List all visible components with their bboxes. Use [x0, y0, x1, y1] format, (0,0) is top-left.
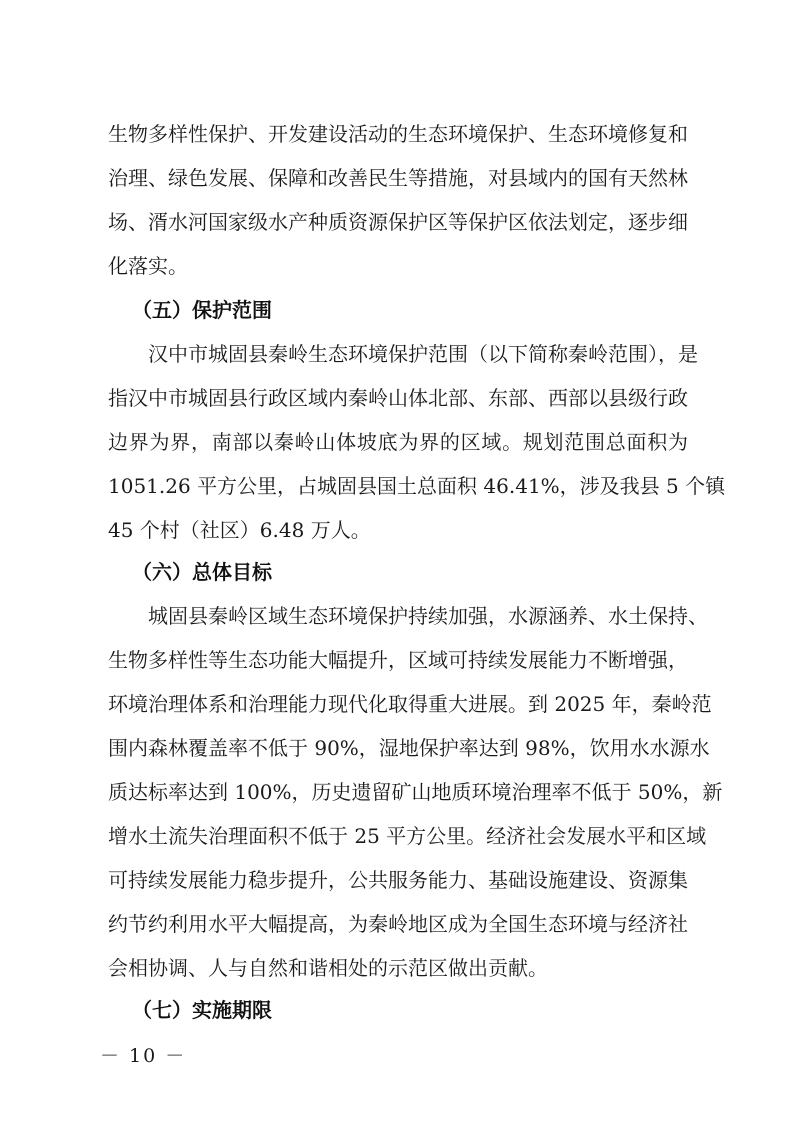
paragraph-line: 治理、绿色发展、保障和改善民生等措施，对县域内的国有天然林	[108, 166, 688, 190]
paragraph-line: 场、湑水河国家级水产种质资源保护区等保护区依法划定，逐步细	[108, 210, 688, 234]
section-heading: （五）保护范围	[132, 298, 272, 322]
page-number: － 10 －	[100, 1045, 187, 1067]
section-heading: （七）实施期限	[132, 998, 272, 1022]
paragraph-line: 汉中市城固县秦岭生态环境保护范围（以下简称秦岭范围），是	[148, 342, 698, 366]
paragraph-line: 质达标率达到 100%，历史遗留矿山地质环境治理率不低于 50%，新	[108, 780, 723, 804]
paragraph-line: 围内森林覆盖率不低于 90%，湿地保护率达到 98%，饮用水水源水	[108, 736, 710, 760]
paragraph-line: 1051.26 平方公里，占城固县国土总面积 46.41%，涉及我县 5 个镇	[108, 474, 726, 498]
paragraph-line: 化落实。	[108, 254, 188, 278]
paragraph-line: 生物多样性保护、开发建设活动的生态环境保护、生态环境修复和	[108, 122, 688, 146]
paragraph-line: 环境治理体系和治理能力现代化取得重大进展。到 2025 年，秦岭范	[108, 692, 712, 716]
paragraph-line: 45 个村（社区）6.48 万人。	[108, 518, 371, 542]
paragraph-line: 边界为界，南部以秦岭山体坡底为界的区域。规划范围总面积为	[108, 430, 688, 454]
paragraph-line: 会相协调、人与自然和谐相处的示范区做出贡献。	[108, 956, 548, 980]
paragraph-line: 生物多样性等生态功能大幅提升，区域可持续发展能力不断增强，	[108, 648, 688, 672]
paragraph-line: 城固县秦岭区域生态环境保护持续加强，水源涵养、水土保持、	[148, 604, 708, 628]
paragraph-line: 约节约利用水平大幅提高，为秦岭地区成为全国生态环境与经济社	[108, 912, 688, 936]
section-heading: （六）总体目标	[132, 560, 272, 584]
paragraph-line: 指汉中市城固县行政区域内秦岭山体北部、东部、西部以县级行政	[108, 386, 688, 410]
paragraph-line: 可持续发展能力稳步提升，公共服务能力、基础设施建设、资源集	[108, 868, 688, 892]
paragraph-line: 增水土流失治理面积不低于 25 平方公里。经济社会发展水平和区域	[108, 824, 707, 848]
